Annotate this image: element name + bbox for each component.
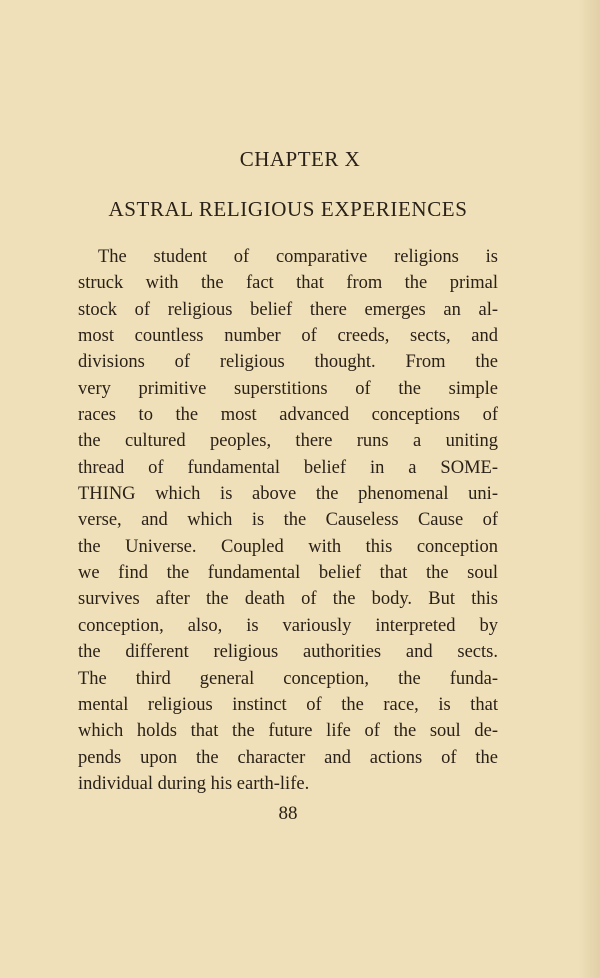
text-line: survives after the death of the body. But this bbox=[78, 589, 498, 610]
page-number: 88 bbox=[278, 803, 298, 824]
chapter-title: ASTRAL RELIGIOUS EXPERIENCES bbox=[108, 197, 468, 221]
text-line: pends upon the character and actions of the bbox=[78, 747, 498, 768]
text-line: very primitive superstitions of the simple bbox=[78, 378, 498, 399]
body-text bbox=[78, 244, 498, 797]
text-line: THING which is above the phenomenal uni- bbox=[78, 484, 498, 505]
text-line: struck with the fact that from the primal bbox=[78, 273, 498, 294]
chapter-heading: CHAPTER X bbox=[239, 147, 361, 171]
text-line: verse, and which is the Causeless Cause of bbox=[78, 510, 498, 531]
text-line: most countless number of creeds, sects, and bbox=[78, 326, 498, 347]
text-line: stock of religious belief there emerges an al- bbox=[78, 299, 498, 320]
text-line: races to the most advanced conceptions of bbox=[78, 405, 498, 426]
text-line: we find the fundamental belief that the soul bbox=[78, 563, 498, 584]
text-line: individual during his earth-life. bbox=[78, 773, 310, 794]
text-line: divisions of religious thought. From the bbox=[78, 352, 498, 373]
text-line: thread of fundamental belief in a SOME- bbox=[78, 457, 498, 478]
text-line: which holds that the future life of the soul de- bbox=[78, 721, 498, 742]
text-line: The student of comparative religions is bbox=[98, 247, 498, 267]
text-line: conception, also, is variously interpreted by bbox=[78, 615, 498, 636]
text-line: The third general conception, the funda- bbox=[78, 668, 498, 689]
text-line: mental religious instinct of the race, is that bbox=[78, 694, 498, 715]
text-line: the different religious authorities and sects. bbox=[78, 642, 498, 663]
text-line: the cultured peoples, there runs a uniting bbox=[78, 431, 498, 452]
text-line: the Universe. Coupled with this conception bbox=[78, 536, 498, 557]
